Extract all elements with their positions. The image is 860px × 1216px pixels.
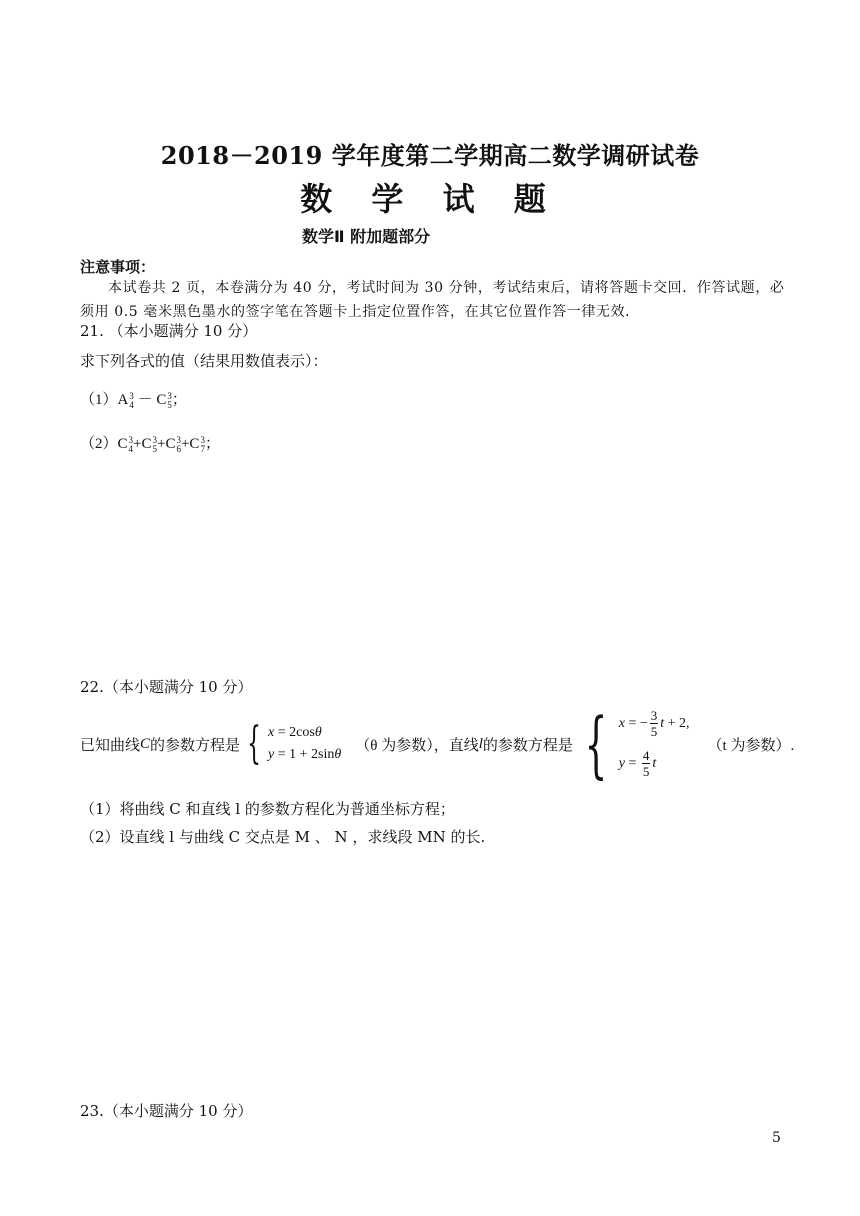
- q21-item2: （2）C 3 4 +C 3 5 +C 3 6 +C 3 7 ；: [80, 434, 220, 454]
- notice-heading: 注意事项：: [80, 258, 156, 276]
- q21-prompt: 求下列各式的值（结果用数值表示）：: [80, 352, 328, 370]
- q22-t-note: （t 为参数）.: [707, 737, 795, 754]
- exam-title: 2018－2019 学年度第二学期高二数学调研试卷: [160, 141, 700, 170]
- q22-param-text: 的参数方程是: [150, 737, 241, 754]
- q22-param-text2: 的参数方程是: [482, 737, 573, 754]
- exam-subtitle: 数 学 试 题: [300, 180, 560, 218]
- q23-header: 23.（本小题满分 10 分）: [80, 1102, 253, 1120]
- curve-param-system: { x = 2cosθ y = 1 + 2sinθ: [247, 718, 342, 769]
- q22-theta-note: （θ 为参数），直线: [355, 737, 479, 754]
- q22-statement: [80, 704, 794, 784]
- q22-item2: （2）设直线 l 与曲线 C 交点是 M 、 N ，求线段 MN 的长.: [80, 828, 486, 846]
- q21-item1: （1）A 3 4 － C 3 5 ；: [80, 390, 187, 410]
- page-number: 5: [772, 1130, 781, 1146]
- q22-header: 22.（本小题满分 10 分）: [80, 678, 253, 696]
- notice-body: 本试卷共 2 页，本卷满分为 40 分，考试时间为 30 分钟，考试结束后，请将答题卡交回．作答试题，必须用 0.5 毫米黑色墨水的签字笔在答题卡上指定位置作答，在其它位置作答一律无效．: [80, 280, 785, 320]
- line-param-system: { x = − $\frac{3}{5}$ t + 2, y = $\frac{4}{5}$ t: [584, 702, 690, 786]
- q21-item2-label: （2）: [80, 436, 118, 452]
- q22-item1: （1）将曲线 C 和直线 l 的参数方程化为普通坐标方程；: [80, 800, 455, 818]
- curve-c-symbol: C: [140, 735, 151, 752]
- q21-header: 21. （本小题满分 10 分）: [80, 322, 258, 340]
- q21-item1-label: （1）: [80, 392, 118, 408]
- line-l-symbol: l: [478, 735, 483, 752]
- part-heading: 数学Ⅱ 附加题部分: [302, 227, 431, 246]
- q22-lead: 已知曲线: [80, 737, 141, 754]
